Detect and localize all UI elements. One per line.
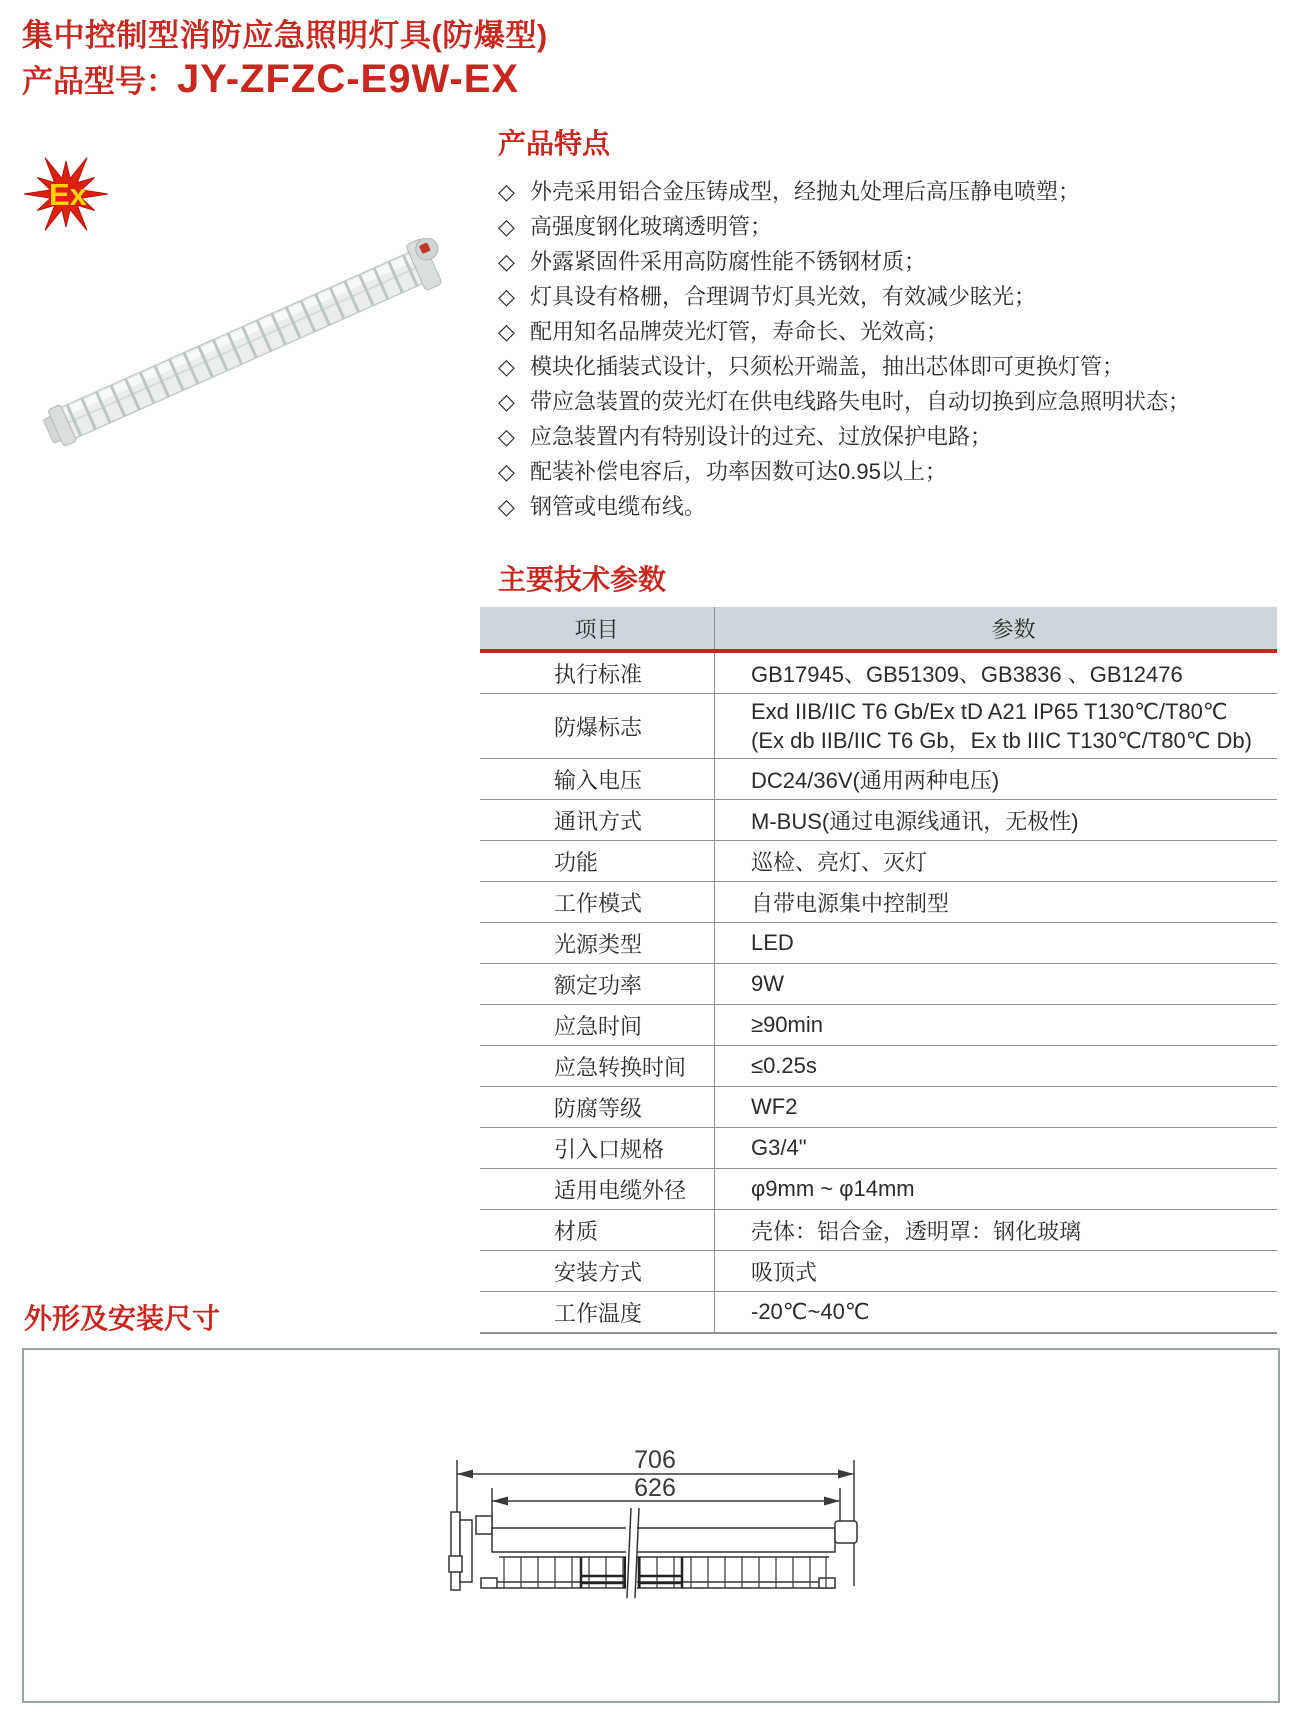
- table-row: [480, 1128, 1277, 1169]
- param-value: WF2: [715, 1087, 1278, 1128]
- diamond-bullet-icon: ◇: [498, 494, 515, 519]
- param-label: 工作模式: [480, 882, 715, 923]
- table-row: [480, 882, 1277, 923]
- feature-text: 应急装置内有特别设计的过充、过放保护电路；: [530, 424, 993, 449]
- diamond-bullet-icon: ◇: [498, 319, 515, 344]
- tech-params-section: [480, 561, 1277, 1334]
- feature-text: 配用知名品牌荧光灯管，寿命长、光效高；: [530, 319, 949, 344]
- feature-text: 带应急装置的荧光灯在供电线路失电时，自动切换到应急照明状态；: [530, 389, 1191, 414]
- param-value: 壳体：铝合金，透明罩：钢化玻璃: [715, 1210, 1278, 1251]
- ex-logo-text: Ex: [49, 177, 87, 212]
- feature-text: 高强度钢化玻璃透明管；: [530, 214, 773, 239]
- table-header-row: [480, 607, 1277, 651]
- feature-text: 模块化插装式设计，只须松开端盖，抽出芯体即可更换灯管；: [530, 354, 1125, 379]
- title-block: [22, 16, 548, 105]
- param-label: 材质: [480, 1210, 715, 1251]
- dimensions-drawing-box: [22, 1348, 1280, 1703]
- table-row: [480, 1210, 1277, 1251]
- feature-item: [498, 349, 1198, 384]
- param-label: 防腐等级: [480, 1087, 715, 1128]
- diamond-bullet-icon: ◇: [498, 389, 515, 414]
- param-label: 应急时间: [480, 1005, 715, 1046]
- feature-text: 外壳采用铝合金压铸成型，经抛丸处理后高压静电喷塑；: [530, 179, 1081, 204]
- table-row: [480, 800, 1277, 841]
- dimensions-section: [22, 1300, 1278, 1703]
- param-label: 应急转换时间: [480, 1046, 715, 1087]
- table-row: [480, 841, 1277, 882]
- feature-item: [498, 174, 1198, 209]
- param-value-line1: Exd IIB/IIC T6 Gb/Ex tD A21 IP65 T130℃/T80℃: [751, 699, 1228, 724]
- param-label: 工作温度: [480, 1292, 715, 1334]
- luminaire-image: [28, 238, 458, 453]
- param-value: ≥90min: [715, 1005, 1278, 1046]
- param-value: DC24/36V(通用两种电压): [715, 759, 1278, 800]
- table-row: [480, 1087, 1277, 1128]
- param-value: -20℃~40℃: [715, 1292, 1278, 1334]
- feature-text: 外露紧固件采用高防腐性能不锈钢材质；: [530, 249, 927, 274]
- column-header-value: 参数: [715, 607, 1278, 651]
- param-value-line2: (Ex db IIB/IIC T6 Gb，Ex tb IIIC T130℃/T80℃ Db): [751, 728, 1252, 753]
- table-row: [480, 651, 1277, 694]
- table-row: [480, 694, 1277, 759]
- param-value: 巡检、亮灯、灭灯: [715, 841, 1278, 882]
- feature-item: [498, 384, 1198, 419]
- column-header-item: 项目: [480, 607, 715, 651]
- diamond-bullet-icon: ◇: [498, 424, 515, 449]
- diamond-bullet-icon: ◇: [498, 459, 515, 484]
- feature-item: [498, 314, 1198, 349]
- table-row: [480, 1005, 1277, 1046]
- diamond-bullet-icon: ◇: [498, 179, 515, 204]
- param-label: 安装方式: [480, 1251, 715, 1292]
- model-number: JY-ZFZC-E9W-EX: [177, 57, 520, 101]
- param-value: M-BUS(通过电源线通讯，无极性): [715, 800, 1278, 841]
- tech-params-table: [480, 607, 1277, 1334]
- feature-item: [498, 279, 1198, 314]
- param-label: 光源类型: [480, 923, 715, 964]
- features-heading: 产品特点: [498, 128, 611, 159]
- param-value: ≤0.25s: [715, 1046, 1278, 1087]
- param-value: GB17945、GB51309、GB3836 、GB12476: [715, 651, 1278, 694]
- feature-text: 配装补偿电容后，功率因数可达0.95以上；: [530, 459, 947, 484]
- param-value: φ9mm ~ φ14mm: [715, 1169, 1278, 1210]
- param-value: [715, 694, 1278, 759]
- param-label: 引入口规格: [480, 1128, 715, 1169]
- dimension-drawing: [24, 1350, 1278, 1701]
- diamond-bullet-icon: ◇: [498, 284, 515, 309]
- features-section: [498, 126, 1198, 524]
- table-row: [480, 1046, 1277, 1087]
- feature-text: 钢管或电缆布线。: [530, 494, 707, 519]
- product-photo: [28, 238, 458, 453]
- model-label: 产品型号：: [22, 64, 177, 99]
- feature-item: [498, 419, 1198, 454]
- param-value: 9W: [715, 964, 1278, 1005]
- param-label: 功能: [480, 841, 715, 882]
- dim-inner-length: 626: [634, 1474, 676, 1502]
- feature-item: [498, 454, 1198, 489]
- table-row: [480, 1251, 1277, 1292]
- ex-mark-logo: [22, 146, 112, 242]
- table-row: [480, 1169, 1277, 1210]
- param-label: 防爆标志: [480, 694, 715, 759]
- diamond-bullet-icon: ◇: [498, 214, 515, 239]
- ex-starburst-icon: [22, 146, 112, 242]
- param-label: 适用电缆外径: [480, 1169, 715, 1210]
- dimensions-heading: 外形及安装尺寸: [24, 1303, 221, 1334]
- param-label: 额定功率: [480, 964, 715, 1005]
- feature-item: [498, 209, 1198, 244]
- feature-text: 灯具设有格栅，合理调节灯具光效，有效减少眩光；: [530, 284, 1037, 309]
- feature-item: [498, 244, 1198, 279]
- param-label: 输入电压: [480, 759, 715, 800]
- param-value: G3/4": [715, 1128, 1278, 1169]
- dim-overall-length: 706: [634, 1446, 676, 1474]
- table-row: [480, 964, 1277, 1005]
- param-label: 通讯方式: [480, 800, 715, 841]
- table-row: [480, 759, 1277, 800]
- param-value: LED: [715, 923, 1278, 964]
- param-value: 自带电源集中控制型: [715, 882, 1278, 923]
- tech-params-heading: 主要技术参数: [498, 564, 667, 595]
- param-label: 执行标准: [480, 651, 715, 694]
- param-value: 吸顶式: [715, 1251, 1278, 1292]
- feature-list: [498, 174, 1198, 524]
- page-title: 集中控制型消防应急照明灯具(防爆型): [22, 18, 548, 53]
- feature-item: [498, 489, 1198, 524]
- diamond-bullet-icon: ◇: [498, 249, 515, 274]
- diamond-bullet-icon: ◇: [498, 354, 515, 379]
- table-row: [480, 923, 1277, 964]
- model-line: [22, 56, 548, 105]
